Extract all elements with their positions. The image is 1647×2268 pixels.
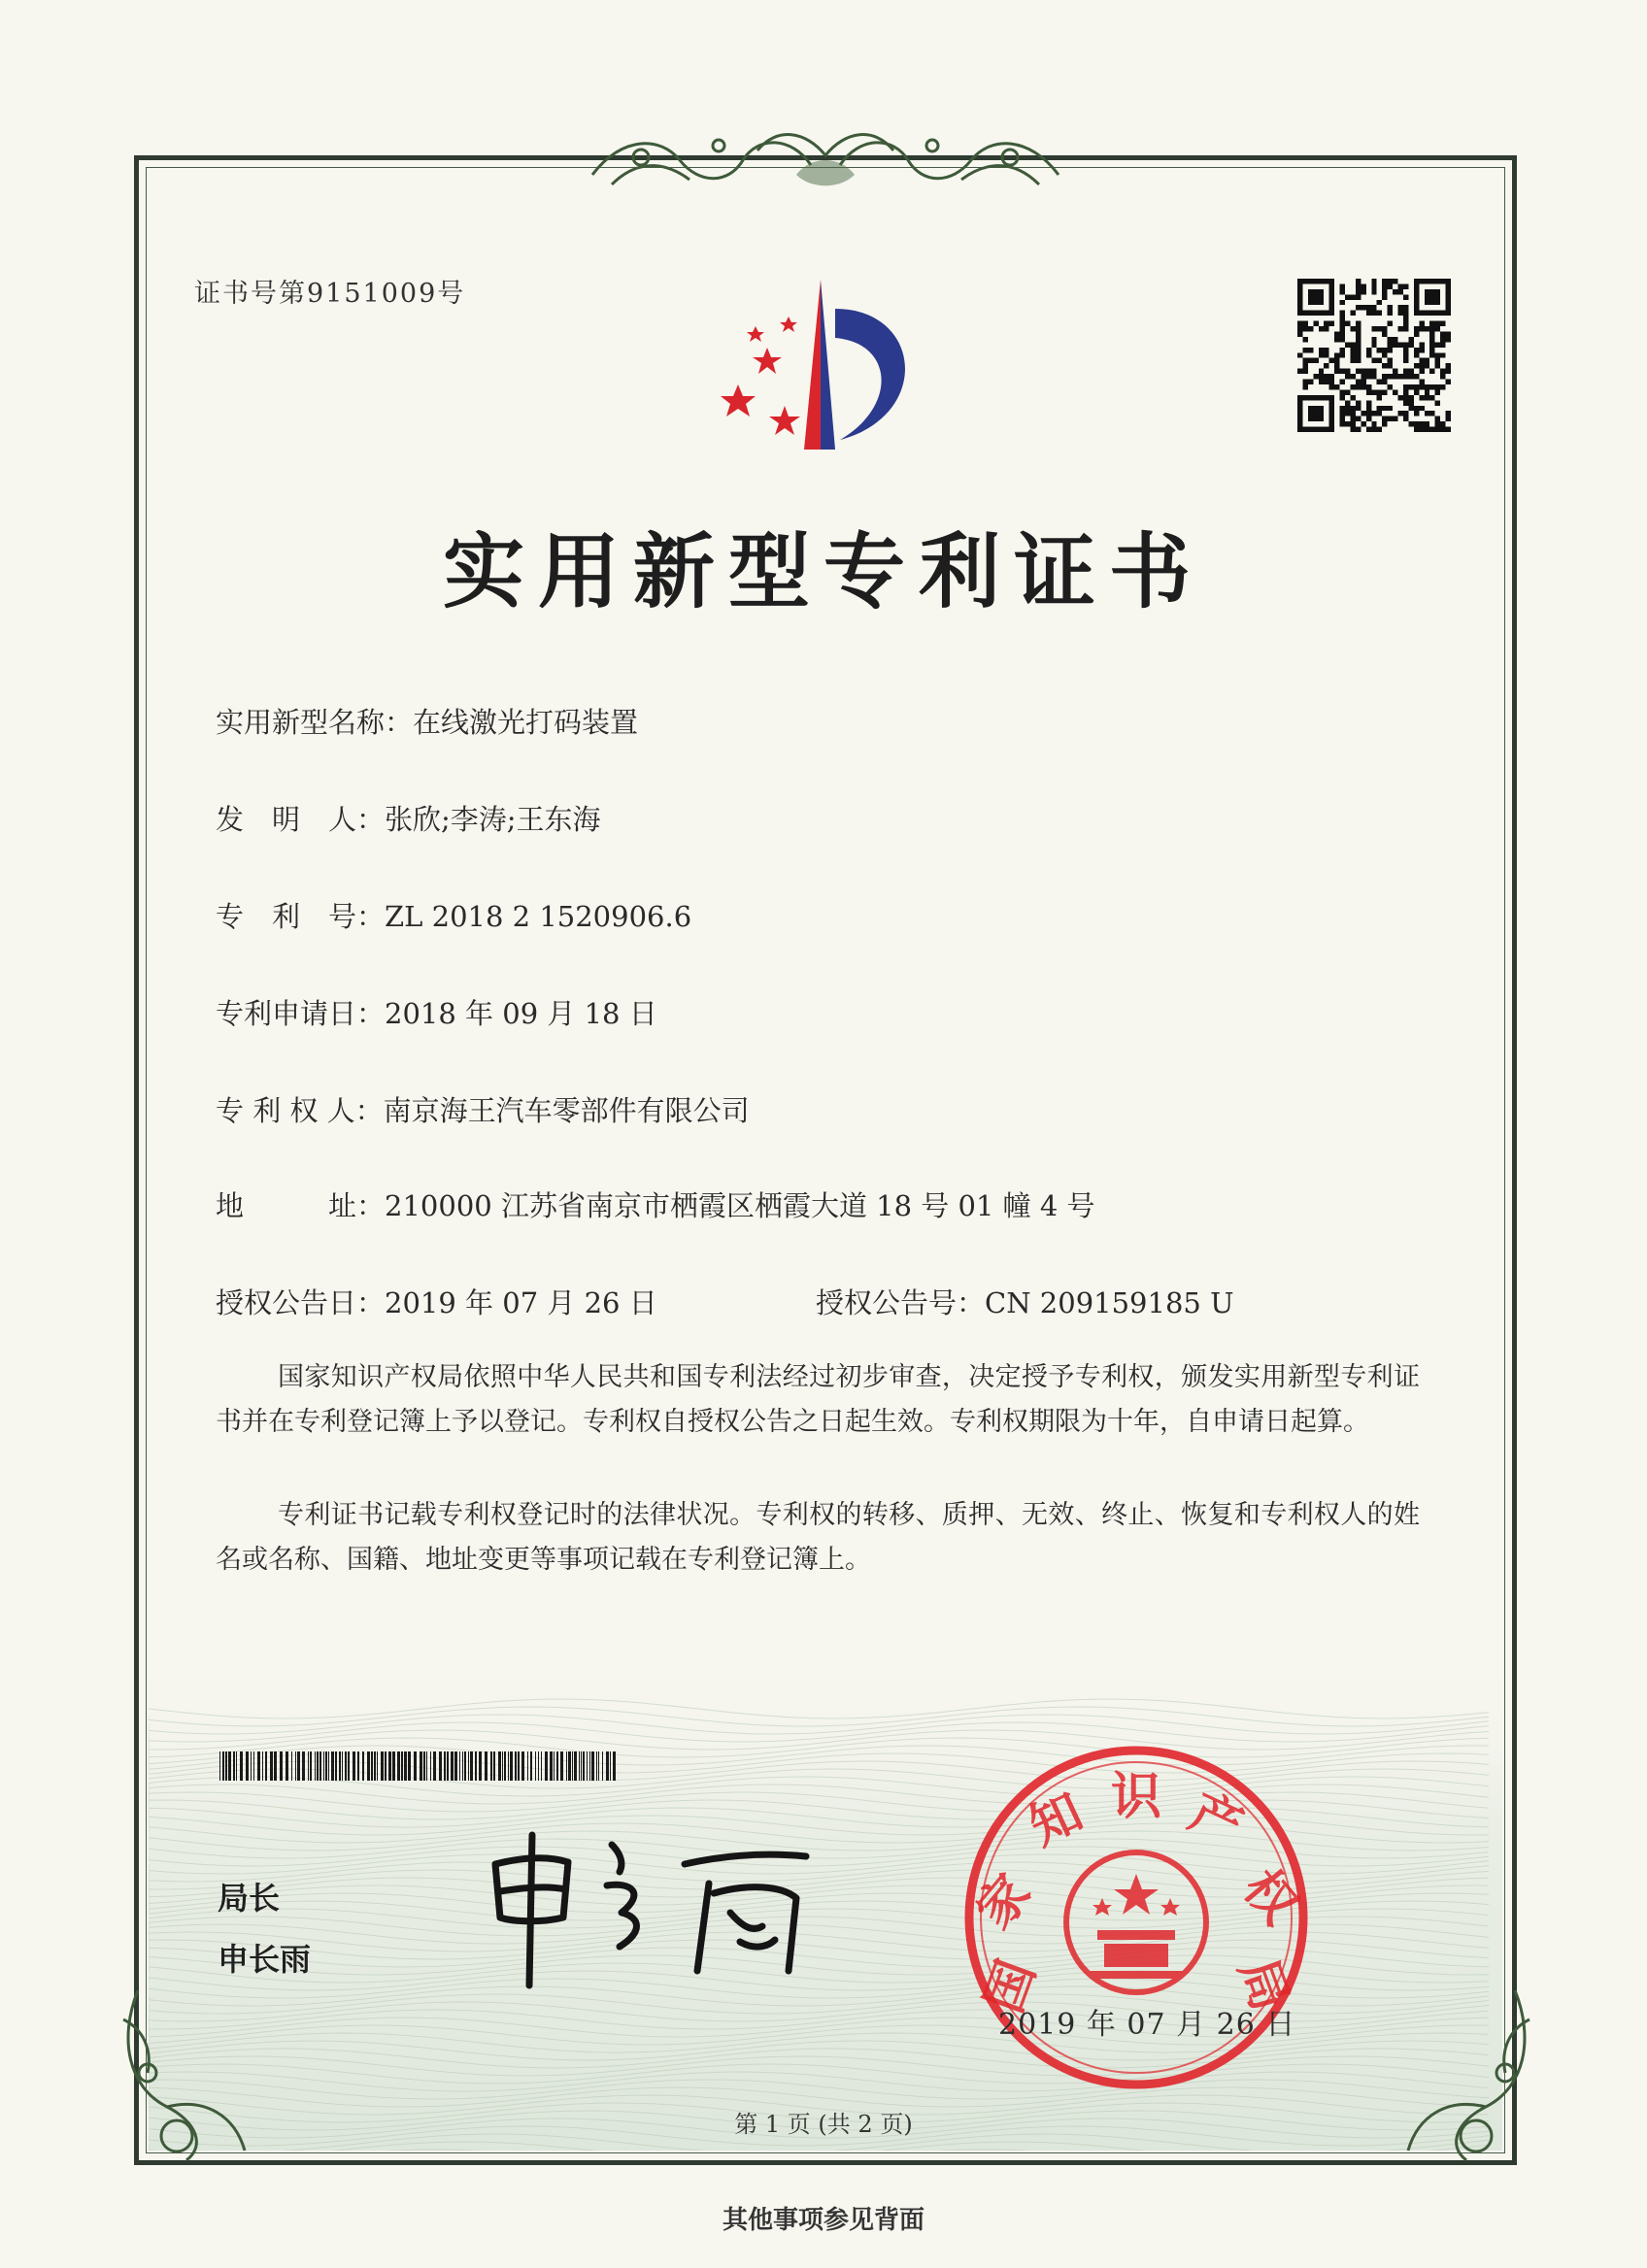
svg-text:局: 局 [1227, 1951, 1300, 2018]
field-value: ZL 2018 2 1520906.6 [385, 900, 692, 933]
field-label: 发 明 人： [216, 803, 386, 836]
field-label: 授权公告日： [216, 1286, 386, 1319]
svg-text:国: 国 [974, 1952, 1048, 2020]
field-value: 南京海王汽车零部件有限公司 [383, 1094, 750, 1127]
director-title: 局长 [218, 1880, 281, 1917]
svg-text:家: 家 [965, 1863, 1043, 1941]
field-inventors [216, 798, 601, 838]
field-label: 授权公告号： [816, 1286, 986, 1319]
field-label: 专 利 权 人： [216, 1094, 384, 1127]
svg-text:权: 权 [1231, 1858, 1309, 1936]
qr-code-icon [1297, 279, 1451, 432]
paragraph-legal-status: 专利证书记载专利权登记时的法律状况。专利权的转移、质押、无效、终止、恢复和专利权人的姓名或名称、国籍、地址变更等事项记载在专利登记簿上。 [216, 1500, 1420, 1575]
field-patent-number [216, 895, 691, 935]
svg-text:知: 知 [1021, 1783, 1092, 1857]
footer-note: 其他事项参见背面 [722, 2206, 924, 2235]
field-value: 2018 年 09 月 18 日 [385, 997, 657, 1030]
seal-date: 2019 年 07 月 26 日 [998, 2008, 1296, 2042]
field-grant-date [216, 1282, 657, 1321]
certificate-number: 证书号第9151009号 [194, 279, 466, 309]
svg-text:识: 识 [1110, 1768, 1162, 1826]
field-label: 专利申请日： [216, 997, 386, 1030]
svg-text:产: 产 [1180, 1783, 1252, 1857]
page-indicator: 第 1 页 (共 2 页) [734, 2111, 913, 2138]
certificate-title: 实用新型专利证书 [442, 523, 1204, 619]
field-address [216, 1184, 1095, 1224]
field-value: 张欣;李涛;王东海 [385, 803, 601, 836]
field-patentee [216, 1089, 750, 1129]
director-signature [476, 1825, 825, 1990]
paragraph-legal-basis: 国家知识产权局依照中华人民共和国专利法经过初步审查，决定授予专利权，颁发实用新型专利证书并在专利登记簿上予以登记。专利权自授权公告之日起生效。专利权期限为十年，自申请日起算。 [216, 1362, 1420, 1437]
top-ornament-icon [583, 117, 1068, 204]
field-value: CN 209159185 U [985, 1286, 1234, 1319]
field-value: 在线激光打码装置 [413, 706, 639, 739]
field-label: 地 址： [216, 1189, 386, 1222]
field-label: 实用新型名称： [216, 706, 414, 739]
field-label: 专 利 号： [216, 900, 386, 933]
field-grant-number [816, 1282, 1234, 1321]
official-seal-icon [957, 1738, 1316, 2097]
field-value: 210000 江苏省南京市栖霞区栖霞大道 18 号 01 幢 4 号 [385, 1189, 1095, 1222]
field-utility-model-name [216, 701, 638, 741]
field-value: 2019 年 07 月 26 日 [385, 1286, 657, 1319]
barcode-icon [219, 1751, 622, 1781]
director-name: 申长雨 [218, 1941, 312, 1978]
field-filing-date [216, 992, 657, 1032]
cnipa-logo-icon [699, 270, 952, 464]
